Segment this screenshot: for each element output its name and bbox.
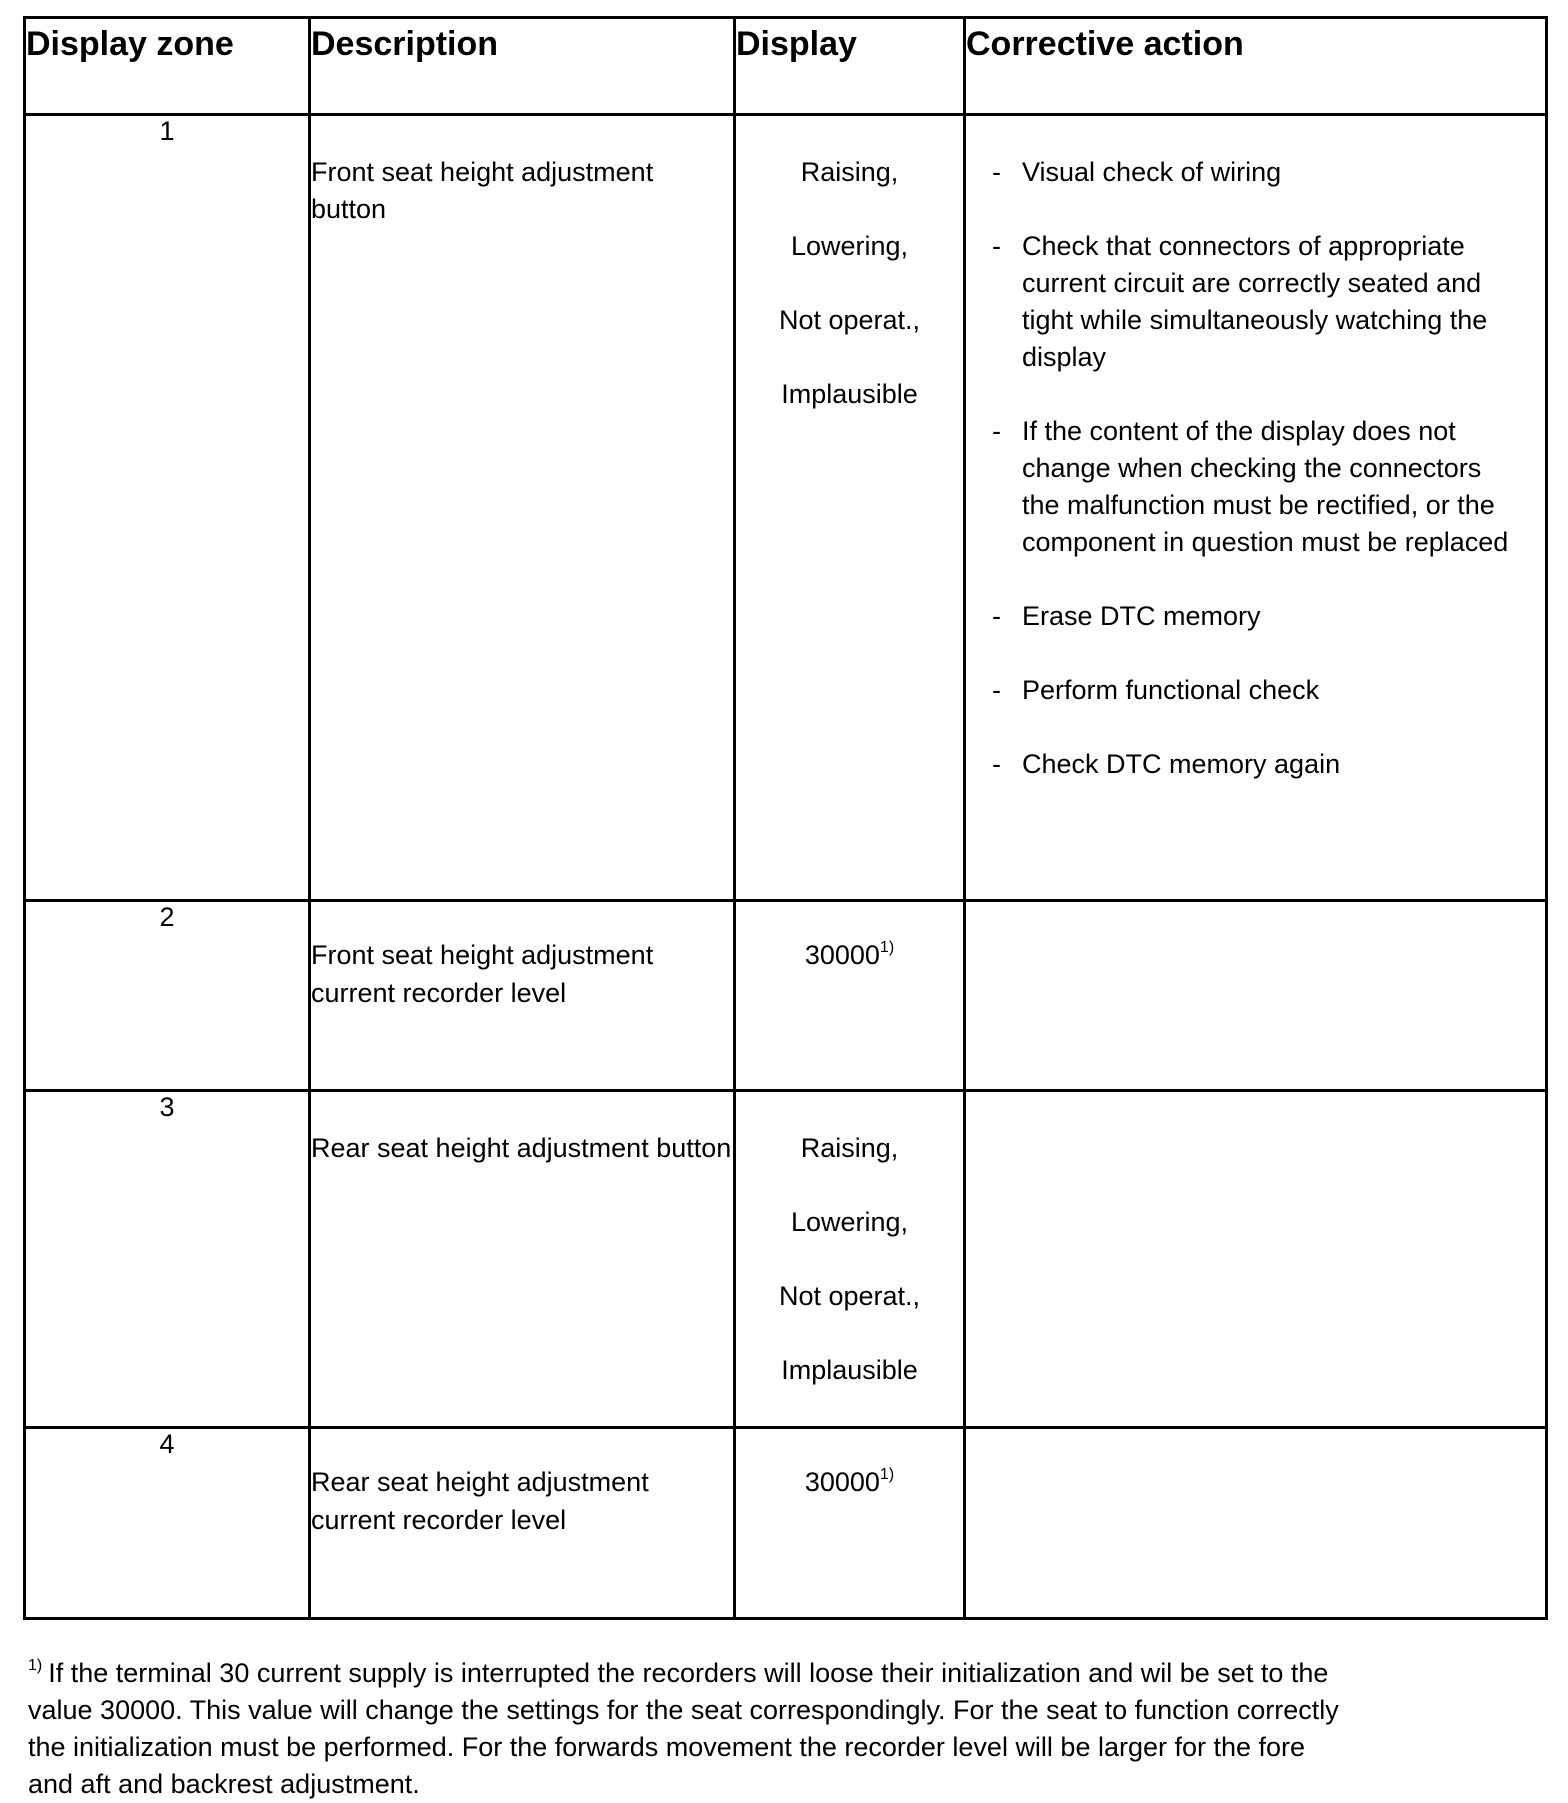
display-value: Not operat., [778, 305, 921, 335]
display-value: Lowering, [790, 231, 909, 261]
description-text: Rear seat height adjustment current recorder level [311, 1467, 649, 1535]
corrective-action-list [966, 116, 1545, 783]
footnote [28, 1655, 1348, 1803]
display-cell [735, 1091, 965, 1428]
footnote-reference: 1) [879, 939, 895, 956]
display-value: Lowering, [790, 1207, 909, 1237]
zone-number: 2 [25, 901, 310, 1091]
display-value: Implausible [781, 379, 918, 409]
dash-bullet: - [992, 675, 1001, 705]
corrective-action-text: Visual check of wiring [1022, 157, 1282, 187]
description-cell [310, 115, 735, 901]
table-row [25, 115, 1547, 901]
header-description: Description [310, 18, 735, 115]
description-text: Front seat height adjustment current recorder level [311, 940, 654, 1008]
dash-bullet: - [992, 749, 1001, 779]
table-row [25, 1428, 1547, 1619]
display-value: Raising, [800, 1133, 899, 1163]
display-value: Raising, [800, 157, 899, 187]
dash-bullet: - [992, 601, 1001, 631]
corrective-action-item [992, 598, 1515, 635]
display-value: Implausible [781, 1355, 918, 1385]
zone-number: 1 [25, 115, 310, 901]
recorder-value: 30000 [804, 940, 880, 970]
description-text: Front seat height adjustment button [311, 157, 654, 224]
display-zone-table [23, 16, 1548, 1620]
table-row [25, 901, 1547, 1091]
footnote-text: If the terminal 30 current supply is interrupted the recorders will loose their initialization and wil be set to the value 30000. This value will change the settings for the seat correspondingly. For the seat to function correctly the initialization must be performed. For the forwards movement the recorder level will be larger for the fore and aft and backrest adjustment. [28, 1658, 1339, 1799]
display-values-list [736, 1092, 963, 1389]
display-cell [735, 1428, 965, 1619]
table-header-row [25, 18, 1547, 115]
corrective-action-cell [965, 1091, 1547, 1428]
display-cell [735, 115, 965, 901]
corrective-action-text: Perform functional check [1022, 675, 1320, 705]
corrective-action-item [992, 154, 1515, 191]
header-display-zone: Display zone [25, 18, 310, 115]
corrective-action-cell [965, 1428, 1547, 1619]
corrective-action-text: If the content of the display does not change when checking the connectors the malfunction must be rectified, or the component in question must be replaced [1022, 416, 1509, 557]
description-cell [310, 901, 735, 1091]
header-display: Display [735, 18, 965, 115]
table-row [25, 1091, 1547, 1428]
description-cell [310, 1428, 735, 1619]
corrective-action-item [992, 672, 1515, 709]
dash-bullet: - [992, 157, 1001, 187]
display-value [736, 1429, 963, 1498]
corrective-action-cell [965, 115, 1547, 901]
display-values-list [736, 116, 963, 413]
header-corrective-action: Corrective action [965, 18, 1547, 115]
description-cell [310, 1091, 735, 1428]
display-cell [735, 901, 965, 1091]
corrective-action-item [992, 228, 1515, 376]
footnote-reference: 1) [879, 1466, 895, 1483]
corrective-action-text: Check DTC memory again [1022, 749, 1341, 779]
zone-number: 4 [25, 1428, 310, 1619]
zone-number: 3 [25, 1091, 310, 1428]
corrective-action-item [992, 413, 1515, 561]
recorder-value: 30000 [804, 1467, 880, 1497]
description-text: Rear seat height adjustment button [311, 1133, 732, 1163]
footnote-marker: 1) [28, 1657, 43, 1674]
corrective-action-item [992, 746, 1515, 783]
display-value [736, 902, 963, 971]
display-value: Not operat., [778, 1281, 921, 1311]
dash-bullet: - [992, 416, 1001, 446]
dash-bullet: - [992, 231, 1001, 261]
corrective-action-text: Erase DTC memory [1022, 601, 1261, 631]
corrective-action-cell [965, 901, 1547, 1091]
corrective-action-text: Check that connectors of appropriate current circuit are correctly seated and tight while simultaneously watching the display [1022, 231, 1488, 372]
